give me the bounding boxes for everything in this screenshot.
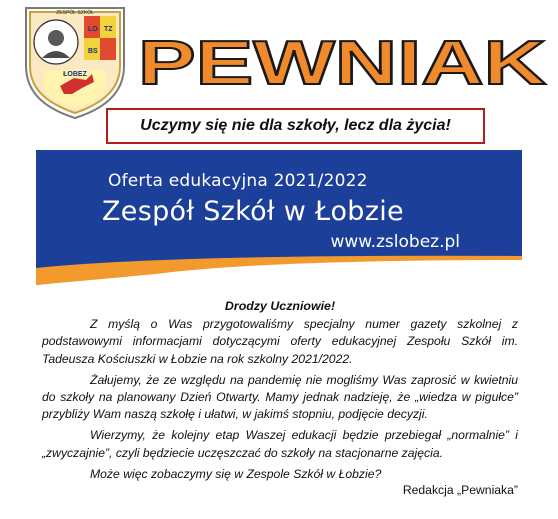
newspaper-title (132, 28, 552, 94)
motto-box (106, 108, 485, 144)
letter-paragraph-1: Z myślą o Was przygotowaliśmy specjalny numer gazety szkolnej z podstawowymi informacjami dotyczącymi oferty edukacyjnej Zespołu Szkół im. Tadeusza Kościuszki w Łobzie na rok szkolny 2021/2022. (42, 317, 518, 366)
letter-paragraph-3: Wierzymy, że kolejny etap Waszej edukacji będzie przebiegał „normalnie” i „zwyczajnie”, czyli będziecie uczęszczać do szkoły na stacjonarne zajęcia. (42, 428, 518, 460)
crest-bottom-text: ŁOBEZ (63, 71, 87, 78)
crest-letters-tz: TZ (104, 26, 113, 33)
banner-school-name: Zespół Szkół w Łobzie (102, 196, 404, 227)
letter-paragraph-2: Żałujemy, że ze względu na pandemię nie mogliśmy Was zaprosić w kwietniu do szkoły na planowany Dzień Otwarty. Mamy jednak nadzieję, że „wiedza w pigułce” przybliży Wam naszą szkołę i ułatwi, w jakimś stopniu, podjęcie decyzji. (42, 372, 518, 422)
crest-letters-lo: LO (88, 26, 98, 33)
banner-offer-line: Oferta edukacyjna 2021/2022 (108, 171, 368, 191)
letter-greeting: Drodzy Uczniowie! (224, 299, 336, 313)
motto-text: Uczymy się nie dla szkoły, lecz dla życia! (140, 117, 451, 134)
title-text: PEWNIAK (138, 29, 547, 94)
crest-top-text: ZESPÓŁ SZKÓŁ (56, 10, 94, 16)
offer-banner (36, 150, 522, 285)
school-crest-logo (22, 4, 128, 120)
editorial-letter (42, 298, 518, 487)
letter-signature: Redakcja „Pewniaka” (402, 483, 518, 497)
letter-paragraph-4: Może więc zobaczymy się w Zespole Szkół w Łobzie? (90, 466, 382, 481)
banner-website: www.zslobez.pl (330, 232, 460, 252)
crest-letters-bs: BS (88, 48, 98, 55)
